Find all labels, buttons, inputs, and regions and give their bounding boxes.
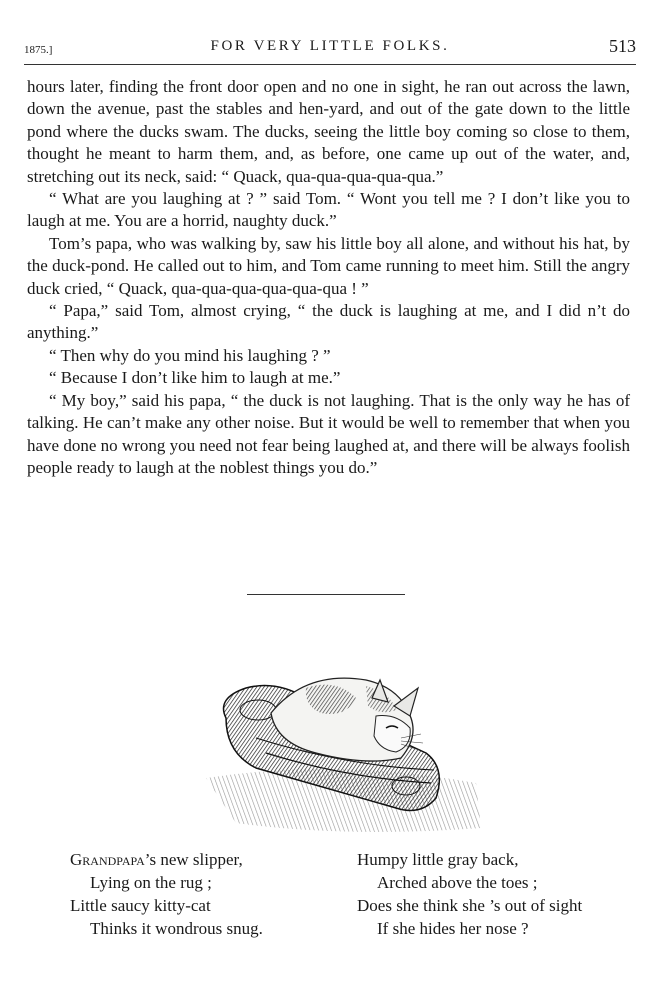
paragraph: Tom’s papa, who was walking by, saw his little boy all alone, and without his hat, by the duck-pond. He called out to him, and Tom came running to meet him. Still the angry duck cried, “ Quack, qua-qua-qua-qua-qua-qua ! ” — [27, 233, 630, 298]
page-number: 513 — [609, 36, 636, 56]
poem-first-word: Grandpapa — [70, 850, 145, 869]
poem-line: Little saucy kitty-cat — [70, 896, 211, 915]
header-year: 1875.] — [24, 44, 53, 56]
paragraph: “ Papa,” said Tom, almost crying, “ the duck is laughing at me, and I did n’t do anything.” — [27, 301, 630, 343]
poem-first-rest: ’s new slipper, — [144, 850, 243, 869]
paragraph: “ What are you laughing at ? ” said Tom. “ Wont you tell me ? I don’t like you to laugh at me. You are a horrid, naughty duck.” — [27, 189, 630, 231]
poem-line: Humpy little gray back, — [357, 850, 519, 869]
header-rule — [24, 64, 636, 65]
poem-line: Arched above the toes ; — [377, 873, 538, 892]
paragraph: “ Then why do you mind his laughing ? ” — [49, 345, 331, 365]
poem-line: If she hides her nose ? — [377, 919, 529, 938]
running-header — [24, 36, 636, 60]
poem-line: Lying on the rug ; — [90, 873, 212, 892]
kitten-in-slipper-illustration — [196, 658, 486, 838]
poem-right-stanza — [357, 848, 582, 940]
poem-line — [70, 848, 263, 871]
header-title: FOR VERY LITTLE FOLKS. — [210, 38, 450, 54]
poem-line: Thinks it wondrous snug. — [90, 919, 263, 938]
paragraph: hours later, finding the front door open and no one in sight, he ran out across the lawn, down the avenue, past the stables and hen-yard, and out of the gate down to the little pond where the ducks swam. The ducks, seeing the little boy coming so close to them, thought he meant to harm them, and, as before, one came up out of the water, and, stretching out its neck, said: “ Quack, qua-qua-qua-qua-qua.” — [27, 77, 630, 186]
section-divider — [247, 594, 405, 595]
story-text — [27, 76, 630, 479]
poem-line: Does she think she ’s out of sight — [357, 896, 583, 915]
paragraph: “ My boy,” said his papa, “ the duck is not laughing. That is the only way he has of talking. He can’t make any other noise. But it would be well to remember that when you have done no wrong you need not fear being laughed at, and there will be always foolish people ready to laugh at the noblest things you do.” — [27, 390, 630, 477]
poem-left-stanza — [70, 848, 263, 940]
paragraph: “ Because I don’t like him to laugh at me.” — [49, 368, 341, 388]
